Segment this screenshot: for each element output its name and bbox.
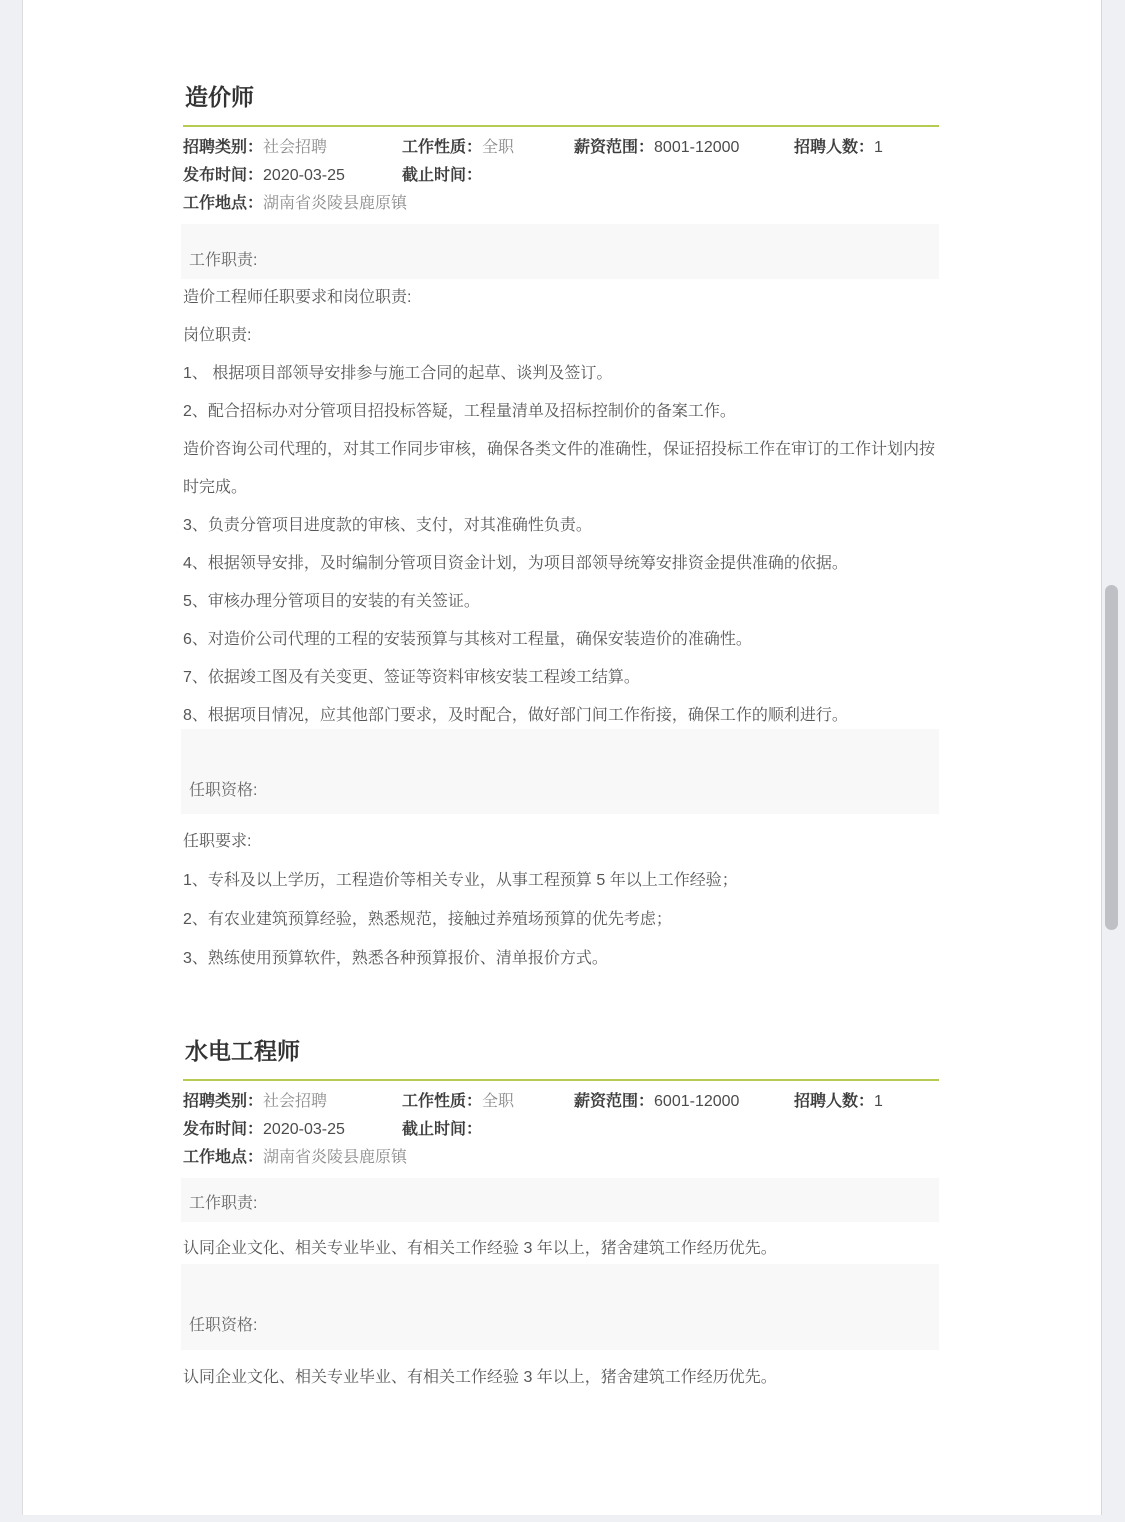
section-divider	[183, 1079, 939, 1081]
qualification-line: 任职要求:	[183, 833, 252, 850]
meta-value-publish: 2020-03-25	[263, 1121, 345, 1138]
meta-label-salary: 薪资范围：	[574, 1093, 655, 1110]
meta-label-publish: 发布时间：	[183, 167, 264, 184]
meta-label-publish: 发布时间：	[183, 1121, 264, 1138]
meta-label-deadline: 截止时间：	[402, 1121, 483, 1138]
meta-value-publish: 2020-03-25	[263, 167, 345, 184]
meta-label-nature: 工作性质：	[402, 139, 483, 156]
job-section-cost-engineer	[183, 0, 939, 978]
meta-field-publish	[183, 162, 402, 190]
duty-line: 造价工程师任职要求和岗位职责:	[183, 289, 412, 306]
meta-label-location: 工作地点：	[183, 1149, 264, 1166]
meta-field-nature	[402, 134, 574, 162]
meta-label-category: 招聘类别：	[183, 1093, 264, 1110]
duties-list	[183, 279, 939, 735]
qualifications-header-box	[181, 1264, 939, 1350]
meta-value-salary: 8001-12000	[654, 139, 740, 156]
job-section-plumbing-electrical-engineer	[183, 1038, 939, 1397]
job-title: 水电工程师	[185, 1038, 300, 1064]
page-card	[22, 0, 1102, 1515]
meta-label-salary: 薪资范围：	[574, 139, 655, 156]
qualifications-list	[183, 814, 939, 978]
job-meta	[183, 1088, 939, 1172]
qualification-line: 认同企业文化、相关专业毕业、有相关工作经验 3 年以上，猪舍建筑工作经历优先。	[183, 1369, 777, 1386]
meta-field-deadline	[402, 162, 939, 190]
page-content	[183, 0, 939, 1397]
duties-header-label: 工作职责:	[189, 252, 258, 269]
duty-line: 1、 根据项目部领导安排参与施工合同的起草、谈判及签订。	[183, 365, 613, 382]
job-meta	[183, 134, 939, 218]
meta-value-nature: 全职	[482, 1093, 515, 1110]
duty-line: 认同企业文化、相关专业毕业、有相关工作经验 3 年以上，猪舍建筑工作经历优先。	[183, 1240, 777, 1257]
meta-label-headcount: 招聘人数：	[794, 139, 875, 156]
duty-line: 8、根据项目情况，应其他部门要求，及时配合，做好部门间工作衔接，确保工作的顺利进行。	[183, 707, 848, 724]
meta-field-deadline	[402, 1116, 939, 1144]
meta-row-2	[183, 1116, 939, 1144]
meta-row-3	[183, 190, 939, 218]
qualifications-header-label: 任职资格:	[189, 782, 258, 799]
duty-line: 4、根据领导安排，及时编制分管项目资金计划，为项目部领导统筹安排资金提供准确的依据。	[183, 555, 848, 572]
duty-line: 2、配合招标办对分管项目招投标答疑，工程量清单及招标控制价的备案工作。	[183, 403, 736, 420]
duty-line: 岗位职责:	[183, 327, 252, 344]
job-title: 造价师	[185, 84, 254, 110]
meta-field-location	[183, 190, 939, 218]
meta-label-nature: 工作性质：	[402, 1093, 483, 1110]
qualification-line: 3、熟练使用预算软件，熟悉各种预算报价、清单报价方式。	[183, 950, 608, 967]
duty-line: 6、对造价公司代理的工程的安装预算与其核对工程量，确保安装造价的准确性。	[183, 631, 752, 648]
duties-header-box	[181, 224, 939, 279]
qualification-line: 2、有农业建筑预算经验，熟悉规范，接触过养殖场预算的优先考虑；	[183, 911, 672, 928]
meta-field-headcount	[794, 134, 939, 162]
qualification-line: 1、专科及以上学历，工程造价等相关专业，从事工程预算 5 年以上工作经验；	[183, 872, 738, 889]
section-divider	[183, 125, 939, 127]
meta-label-headcount: 招聘人数：	[794, 1093, 875, 1110]
meta-label-location: 工作地点：	[183, 195, 264, 212]
qualifications-list	[183, 1350, 939, 1397]
meta-value-headcount: 1	[874, 1093, 883, 1110]
duty-line: 5、审核办理分管项目的安装的有关签证。	[183, 593, 480, 610]
meta-value-headcount: 1	[874, 139, 883, 156]
duties-list	[183, 1222, 939, 1268]
qualifications-header-label: 任职资格:	[189, 1317, 258, 1334]
meta-value-category: 社会招聘	[263, 1093, 328, 1110]
meta-field-salary	[574, 134, 794, 162]
duty-line: 3、负责分管项目进度款的审核、支付，对其准确性负责。	[183, 517, 592, 534]
meta-value-salary: 6001-12000	[654, 1093, 740, 1110]
meta-value-category: 社会招聘	[263, 139, 328, 156]
meta-row-3	[183, 1144, 939, 1172]
duties-header-box	[181, 1178, 939, 1222]
meta-field-category	[183, 134, 402, 162]
meta-field-category	[183, 1088, 402, 1116]
meta-field-salary	[574, 1088, 794, 1116]
meta-value-location: 湖南省炎陵县鹿原镇	[263, 195, 408, 212]
meta-field-nature	[402, 1088, 574, 1116]
qualifications-header-box	[181, 729, 939, 814]
meta-field-location	[183, 1144, 939, 1172]
meta-field-headcount	[794, 1088, 939, 1116]
meta-value-location: 湖南省炎陵县鹿原镇	[263, 1149, 408, 1166]
meta-label-deadline: 截止时间：	[402, 167, 483, 184]
duties-header-label: 工作职责:	[189, 1195, 258, 1212]
scrollbar-thumb[interactable]	[1105, 585, 1118, 930]
meta-row-1	[183, 1088, 939, 1116]
meta-label-category: 招聘类别：	[183, 139, 264, 156]
duty-line: 7、依据竣工图及有关变更、签证等资料审核安装工程竣工结算。	[183, 669, 640, 686]
duty-line: 造价咨询公司代理的，对其工作同步审核，确保各类文件的准确性，保证招投标工作在审订的工作计划内按时完成。	[183, 441, 936, 496]
meta-row-2	[183, 162, 939, 190]
meta-row-1	[183, 134, 939, 162]
meta-field-publish	[183, 1116, 402, 1144]
meta-value-nature: 全职	[482, 139, 515, 156]
